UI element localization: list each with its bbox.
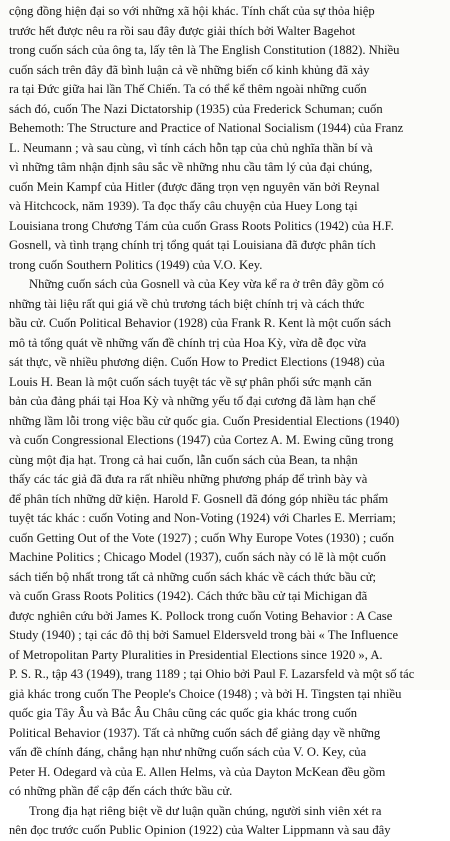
text-line: cộng đồng hiện đại so với những xã hội khác. Tính chất của sự thỏa hiệp bbox=[9, 4, 375, 18]
text-line: cùng một địa hạt. Trong cả hai cuốn, lẫn cuốn sách của Bean, ta nhận bbox=[9, 452, 358, 467]
text-line: Trong địa hạt riêng biệt về dư luận quần chúng, người sinh viên xét ra bbox=[29, 803, 382, 818]
text-line: Behemoth: The Structure and Practice of National Socialism (1944) của Franz bbox=[9, 121, 404, 135]
text-line: mô tả tổng quát về những vấn đề chính trị của Hoa Kỳ, vừa dễ đọc vừa bbox=[9, 335, 367, 350]
text-line: of Metropolitan Party Pluralities in Presidential Elections since 1920 », A. bbox=[9, 647, 383, 662]
text-line: và Hitchcock, năm 1939). Ta đọc thấy câu chuyện của Huey Long tại bbox=[9, 199, 358, 213]
text-line: Peter H. Odegard và của E. Allen Helms, và của Dayton McKean đều gồm bbox=[9, 764, 386, 779]
text-line: và cuốn Congressional Elections (1947) của Cortez A. M. Ewing cũng trong bbox=[9, 433, 394, 447]
text-line: L. Neumann ; và sau cùng, vì tính cách hỗn tạp của chủ nghĩa thần bí và bbox=[9, 140, 373, 155]
text-line: cuốn Mein Kampf của Hitler (được đăng trọn vẹn nguyên văn bởi Reynal bbox=[9, 179, 380, 194]
text-line: được nghiên cứu bởi James K. Pollock trong cuốn Voting Behavior : A Case bbox=[9, 608, 393, 623]
text-line: vì những tâm nhận định sâu sắc về những nhu cầu tâm lý của đại chúng, bbox=[9, 160, 373, 174]
text-line: cuốn sách trên đây đã bình luận cả về những biến cố kinh khủng đã xảy bbox=[9, 62, 370, 77]
text-line: quốc gia Tây Âu và Bắc Âu Châu cũng các quốc gia khác trong cuốn bbox=[9, 706, 358, 720]
text-line: có những phần để cập đến cách thức bầu cử. bbox=[9, 784, 233, 798]
text-line: nên đọc trước cuốn Public Opinion (1922) của Walter Lippmann và sau đây bbox=[9, 823, 391, 837]
text-line: cuốn Getting Out of the Vote (1927) ; cuốn Why Europe Votes (1930) ; cuốn bbox=[9, 530, 394, 545]
text-line: trong cuốn sách của ông ta, lấy tên là The English Constitution (1882). Nhiều bbox=[9, 43, 400, 57]
paragraph bbox=[9, 2, 443, 275]
text-line: Louis H. Bean là một cuốn sách tuyệt tác về sự phân phối sức mạnh căn bbox=[9, 374, 372, 389]
text-line: Louisiana trong Chương Tám của cuốn Grass Roots Politics (1942) của H.F. bbox=[9, 218, 394, 233]
text-line: bầu cử. Cuốn Political Behavior (1928) của Frank R. Kent là một cuốn sách bbox=[9, 316, 392, 330]
text-line: Political Behavior (1937). Tất cả những cuốn sách để giảng dạy về những bbox=[9, 725, 381, 740]
text-line: giả khác trong cuốn The People's Choice (1948) ; và bởi H. Tingsten tại nhiều bbox=[9, 686, 402, 701]
document-text bbox=[9, 2, 443, 841]
text-line: trước hết được nêu ra rồi sau đây được giải thích bởi Walter Bagehot bbox=[9, 23, 356, 38]
text-line: tuyệt tác khác : cuốn Voting and Non-Voting (1924) với Charles E. Merriam; bbox=[9, 511, 396, 525]
paragraph bbox=[9, 275, 443, 802]
text-line: trong cuốn Southern Politics (1949) của V.O. Key. bbox=[9, 257, 263, 272]
text-line: sát thực, về nhiều phương diện. Cuốn How to Predict Elections (1948) của bbox=[9, 355, 385, 369]
text-line: bản của đảng phái tại Hoa Kỳ và những yếu tố đại cương đã làm hạn chế bbox=[9, 394, 376, 408]
text-line: P. S. R., tập 43 (1949), trang 1189 ; tại Ohio bởi Paul F. Lazarsfeld và một số tác bbox=[9, 667, 415, 681]
text-line: vấn đề chính đáng, chẳng hạn như những cuốn sách của V. O. Key, của bbox=[9, 745, 367, 759]
text-line: những tài liệu rất qui giá về chủ trương tách biệt chính trị và cách thức bbox=[9, 296, 365, 311]
text-line: thấy các tác giả đã đưa ra rất nhiều những phương pháp để trình bày và bbox=[9, 472, 368, 486]
text-line: Những cuốn sách của Gosnell và của Key vừa kể ra ở trên đây gồm có bbox=[29, 277, 384, 291]
text-line: ra tại Đức giữa hai lần Thế Chiến. Ta có thể kể thêm ngoài những cuốn bbox=[9, 82, 367, 96]
text-line: những lầm lỗi trong việc bầu cử quốc gia. Cuốn Presidential Elections (1940) bbox=[9, 413, 400, 428]
text-line: Study (1940) ; tại các đô thị bởi Samuel Eldersveld trong bài « The Influence bbox=[9, 628, 399, 642]
text-line: để phân tích những dữ kiện. Harold F. Gosnell đã đóng góp nhiều tác phẩm bbox=[9, 491, 389, 506]
text-line: và cuốn Grass Roots Politics (1942). Cách thức bầu cử tại Michigan đã bbox=[9, 589, 368, 603]
paragraph bbox=[9, 802, 443, 841]
text-line: Machine Politics ; Chicago Model (1937), cuốn sách này có lẽ là một cuốn bbox=[9, 550, 387, 564]
text-line: Gosnell, và tình trạng chính trị tổng quát tại Louisiana đã được phân tích bbox=[9, 238, 376, 252]
text-line: sách tiến bộ nhất trong tất cả những cuốn sách khác về cách thức bầu cử; bbox=[9, 569, 377, 584]
text-line: sách đó, cuốn The Nazi Dictatorship (1935) của Frederick Schuman; cuốn bbox=[9, 101, 383, 116]
